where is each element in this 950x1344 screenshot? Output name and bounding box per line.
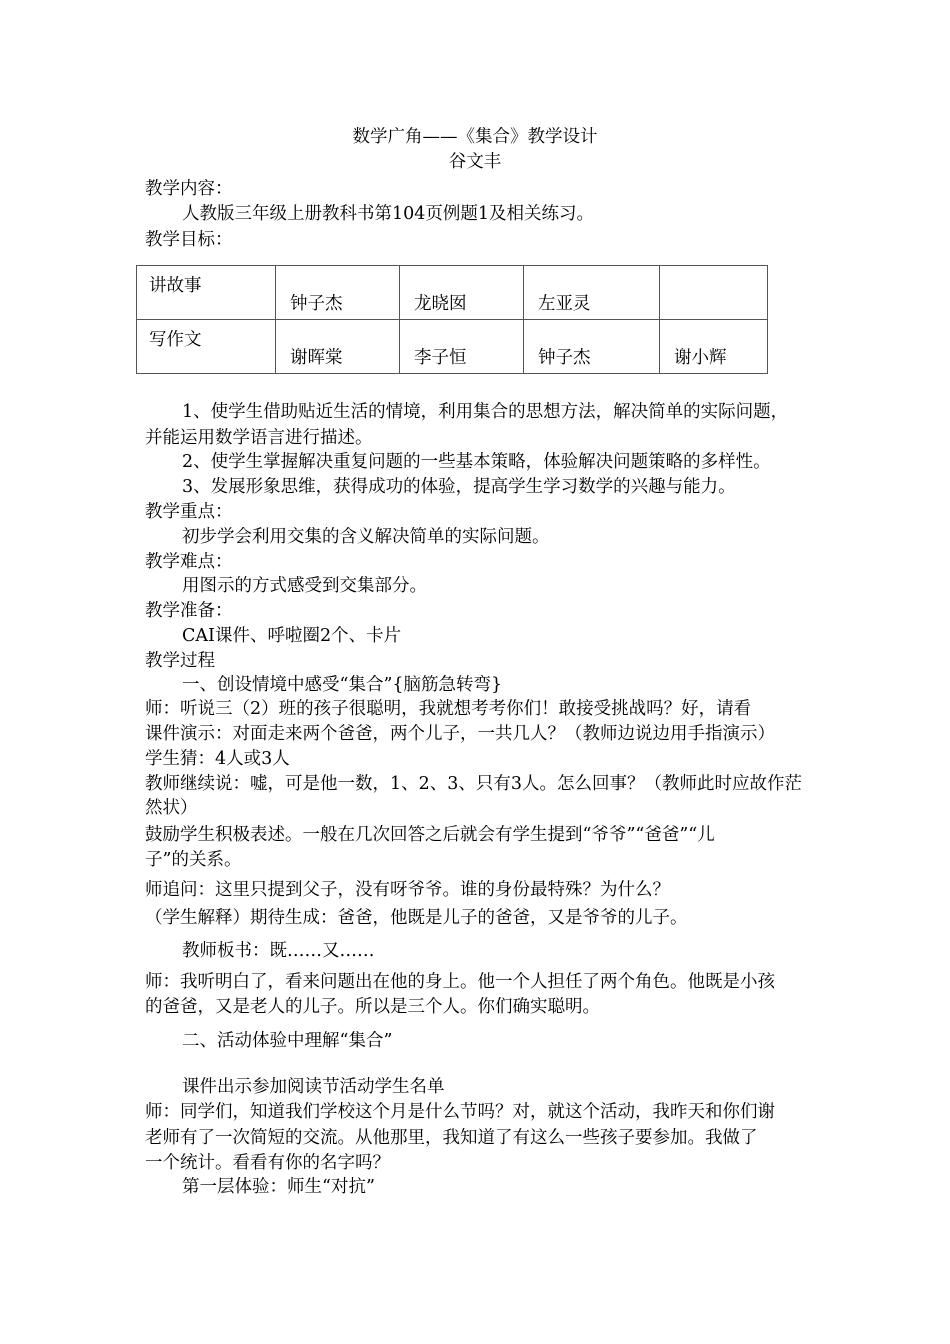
paragraph-line: 的爸爸，又是老人的儿子。所以是三个人。你们确实聪明。 <box>145 997 600 1017</box>
paragraph-line: 鼓励学生积极表述。一般在几次回答之后就会有学生提到“爷爷”“爸爸”“儿 <box>145 825 715 845</box>
section-heading-goals: 教学目标： <box>145 230 233 250</box>
name-cell: 谢小辉 <box>660 320 768 374</box>
table-row <box>137 266 768 320</box>
name-cell: 龙晓囡 <box>400 266 524 320</box>
paragraph-line: 教师板书：既……又…… <box>182 941 375 961</box>
paragraph-line: 课件演示：对面走来两个爸爸，两个儿子，一共几人？（教师边说边用手指演示） <box>145 724 775 744</box>
subsection-heading: 一、创设情境中感受“集合”{脑筋急转弯} <box>182 675 503 695</box>
paragraph-line: 师：我听明白了，看来问题出在他的身上。他一个人担任了两个角色。他既是小孩 <box>145 972 775 992</box>
section-heading: 教学难点： <box>145 552 233 572</box>
paragraph-line: 学生猜：4人或3人 <box>145 749 290 769</box>
content-text: 人教版三年级上册教科书第104页例题1及相关练习。 <box>182 204 595 224</box>
document-title: 数学广角——《集合》教学设计 <box>352 127 598 147</box>
paragraph-line: CAI课件、呼啦圈2个、卡片 <box>182 626 402 646</box>
row-label-cell: 写作文 <box>137 320 276 374</box>
name-cell: 钟子杰 <box>524 320 660 374</box>
section-heading: 教学准备： <box>145 601 233 621</box>
paragraph-line: 用图示的方式感受到交集部分。 <box>182 576 427 596</box>
goal-line: 2、使学生掌握解决重复问题的一些基本策略，体验解决问题策略的多样性。 <box>182 452 771 472</box>
paragraph-line: 子”的关系。 <box>145 850 242 870</box>
name-cell: 左亚灵 <box>524 266 660 320</box>
paragraph-line: 一个统计。看看有你的名字吗？ <box>145 1153 390 1173</box>
subsection-heading: 二、活动体验中理解“集合” <box>182 1031 393 1051</box>
document-author: 谷文丰 <box>448 152 502 172</box>
paragraph-line: （学生解释）期待生成：爸爸，他既是儿子的爸爸，又是爷爷的儿子。 <box>145 908 688 928</box>
paragraph-line: 课件出示参加阅读节活动学生名单 <box>182 1077 445 1097</box>
paragraph-line: 第一层体验：师生“对抗” <box>182 1177 375 1197</box>
paragraph-line: 教师继续说：嘘，可是他一数，1、2、3、只有3人。怎么回事？（教师此时应故作茫 <box>145 774 803 794</box>
section-heading: 教学重点： <box>145 502 233 522</box>
goal-line: 并能运用数学语言进行描述。 <box>145 428 373 448</box>
goal-line: 1、使学生借助贴近生活的情境，利用集合的思想方法，解决简单的实际问题， <box>182 402 789 422</box>
name-cell: 李子恒 <box>400 320 524 374</box>
paragraph-line: 老师有了一次简短的交流。从他那里，我知道了有这么一些孩子要参加。我做了 <box>145 1128 758 1148</box>
section-heading: 教学过程 <box>145 651 215 671</box>
paragraph-line: 师追问：这里只提到父子，没有呀爷爷。谁的身份最特殊？为什么？ <box>145 880 670 900</box>
table-row <box>137 320 768 374</box>
paragraph-line: 初步学会利用交集的含义解决简单的实际问题。 <box>182 527 550 547</box>
section-heading-content: 教学内容： <box>145 179 233 199</box>
paragraph-line: 师：同学们，知道我们学校这个月是什么节吗？对，就这个活动，我昨天和你们谢 <box>145 1102 775 1122</box>
name-cell <box>660 266 768 320</box>
name-cell: 钟子杰 <box>276 266 400 320</box>
row-label-cell: 讲故事 <box>137 266 276 320</box>
roster-table <box>136 265 768 374</box>
goal-line: 3、发展形象思维，获得成功的体验，提高学生学习数学的兴趣与能力。 <box>182 477 736 497</box>
paragraph-line: 师：听说三（2）班的孩子很聪明，我就想考考你们！敢接受挑战吗？好，请看 <box>145 699 752 719</box>
paragraph-line: 然状） <box>145 798 198 818</box>
name-cell: 谢晖棠 <box>276 320 400 374</box>
